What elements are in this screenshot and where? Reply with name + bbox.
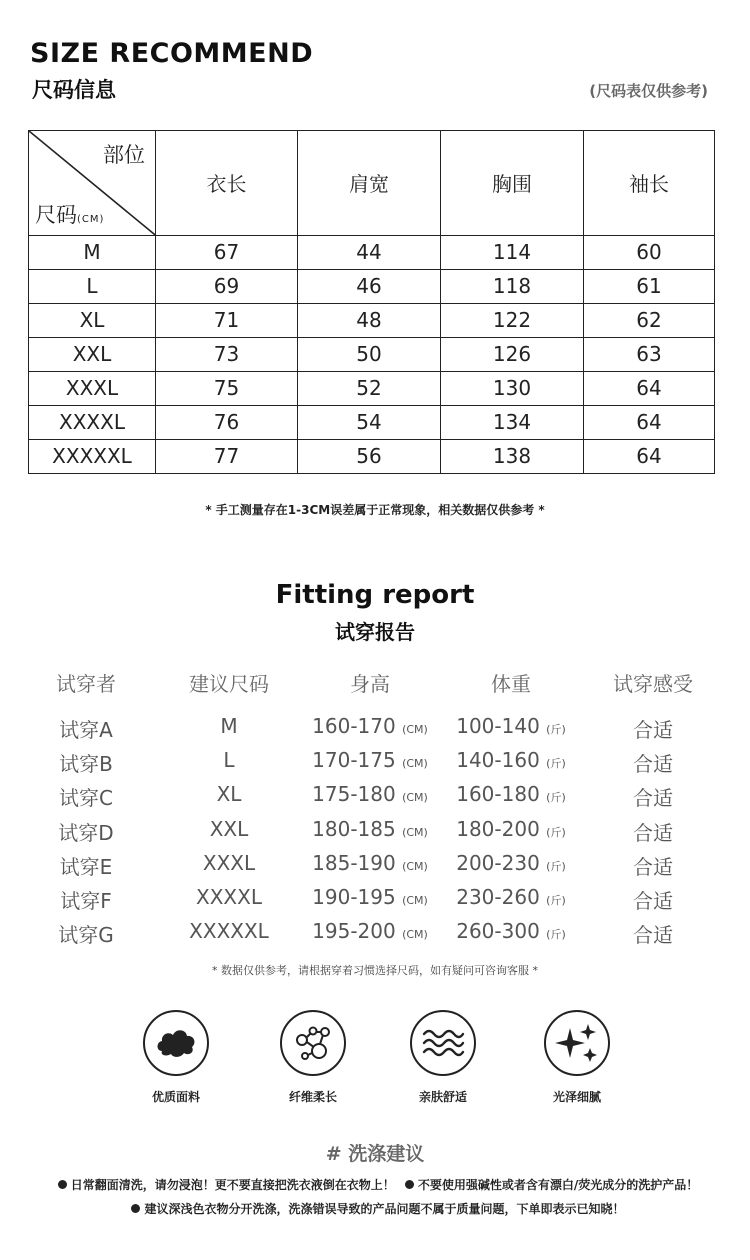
measure-cell: 75 [156,371,298,405]
fitting-header-cell: 试穿者 [56,672,116,696]
measure-cell: 77 [156,439,298,473]
fitting-row [0,782,750,812]
fitting-cell-height: 170-175 (CM) [312,748,428,773]
weight-unit: (斤) [546,791,566,805]
fitting-cell-feel: 合适 [633,718,673,742]
measure-cell: 73 [156,337,298,371]
measure-cell: 130 [441,371,584,405]
height-unit: (CM) [402,928,428,942]
measure-cell: 134 [441,405,584,439]
measure-cell: 48 [298,303,441,337]
fitting-cell-feel: 合适 [633,820,673,845]
weight-unit: (斤) [546,825,566,839]
fiber-molecule-icon [290,1020,336,1066]
feature-label: 优质面料 [151,1090,200,1104]
weight-unit: (斤) [546,859,566,873]
fitting-title-en: Fitting report [275,580,475,610]
washing-line-2 [0,1200,750,1217]
col-header: 衣长 [156,131,298,236]
washing-text: 日常翻面清洗，请勿浸泡！更不要直接把洗衣液倒在衣物上！ [70,1178,395,1192]
fitting-note: * 数据仅供参考，请根据穿着习惯选择尺码，如有疑问可咨询客服 * [212,964,538,977]
feature-comfort [388,1010,498,1105]
fitting-cell-weight: 140-160 (斤) [456,748,566,773]
fitting-cell-tester: 试穿C [59,786,113,811]
fitting-cell-weight: 260-300 (斤) [456,919,566,944]
feature-luster [522,1010,632,1105]
size-table-header-row [29,131,715,236]
fitting-cell-tester: 试穿E [59,854,113,879]
measure-cell: 61 [584,269,715,303]
fitting-header-row [0,668,750,698]
measure-cell: 63 [584,337,715,371]
fitting-cell-height: 180-185 (CM) [312,816,428,841]
size-cell: XL [29,303,156,337]
reference-note: (尺码表仅供参考) [589,82,708,100]
fitting-cell-feel: 合适 [633,889,673,913]
size-cell: XXXXXL [29,439,156,473]
measure-cell: 64 [584,405,715,439]
size-row [29,337,715,371]
size-row [29,405,715,439]
feature-circle [410,1010,476,1076]
corner-part-label: 部位 [103,143,145,167]
fitting-header-cell: 试穿感受 [613,672,693,696]
washing-text: 建议深浅色衣物分开洗涤，洗涤错误导致的产品问题不属于质量问题，下单即表示已知晓！ [144,1202,625,1216]
measure-cell: 118 [441,269,584,303]
washing-line-1 [0,1176,750,1193]
fitting-cell-size: XXXXL [196,885,262,909]
measure-cell: 114 [441,235,584,269]
fitting-cell-tester: 试穿G [58,923,114,948]
measure-cell: 71 [156,303,298,337]
size-cell: XXL [29,337,156,371]
fitting-row [0,919,750,949]
fitting-title-cn: 试穿报告 [335,620,415,644]
measure-cell: 46 [298,269,441,303]
size-table-note: * 手工测量存在1-3CM误差属于正常现象，相关数据仅供参考 * [205,503,545,517]
fitting-cell-tester: 试穿D [58,820,114,845]
fitting-cell-height: 160-170 (CM) [312,714,428,738]
height-unit: (CM) [402,757,428,771]
washing-text: 不要使用强碱性或者含有漂白/荧光成分的洗护产品！ [417,1178,699,1192]
bullet-icon [131,1204,140,1213]
fitting-row [0,851,750,881]
size-table [28,130,715,474]
col-header: 袖长 [584,131,715,236]
cloud-icon [154,1025,198,1061]
feature-label: 纤维柔长 [288,1090,337,1104]
fitting-cell-feel: 合适 [633,854,673,879]
fitting-cell-weight: 160-180 (斤) [456,782,566,807]
fitting-header-cell: 体重 [491,672,531,696]
feature-fabric [121,1010,231,1105]
measure-cell: 64 [584,371,715,405]
measure-cell: 54 [298,405,441,439]
size-cell: XXXL [29,371,156,405]
fitting-row [0,714,750,744]
fitting-cell-tester: 试穿B [59,752,113,777]
size-row [29,371,715,405]
fitting-cell-weight: 180-200 (斤) [456,816,566,841]
washing-title: # 洗涤建议 [325,1143,425,1165]
title-cn: 尺码信息 [32,78,116,102]
feature-label: 光泽细腻 [552,1090,601,1104]
measure-cell: 138 [441,439,584,473]
weight-unit: (斤) [546,757,566,771]
fitting-cell-feel: 合适 [633,923,673,948]
corner-cell [29,131,156,236]
measure-cell: 67 [156,235,298,269]
corner-unit: (CM) [77,213,105,225]
size-cell: XXXXL [29,405,156,439]
size-row [29,303,715,337]
size-row [29,269,715,303]
fitting-header-cell: 建议尺码 [189,672,269,696]
measure-cell: 69 [156,269,298,303]
fitting-cell-size: XXXL [202,850,256,875]
sparkle-icon [554,1020,600,1066]
col-header: 肩宽 [298,131,441,236]
measure-cell: 44 [298,235,441,269]
fitting-cell-height: 185-190 (CM) [312,850,428,875]
size-row [29,439,715,473]
fitting-cell-height: 175-180 (CM) [312,782,428,807]
feature-label: 亲肤舒适 [418,1090,467,1104]
measure-cell: 122 [441,303,584,337]
measure-cell: 126 [441,337,584,371]
weight-unit: (斤) [546,894,566,907]
height-unit: (CM) [402,825,428,839]
measure-cell: 62 [584,303,715,337]
fitting-row [0,817,750,847]
height-unit: (CM) [402,723,428,736]
size-row [29,235,715,269]
bullet-icon [58,1180,67,1189]
weight-unit: (斤) [546,928,566,942]
feature-circle [544,1010,610,1076]
size-cell: M [29,235,156,269]
fitting-cell-weight: 100-140 (斤) [456,714,566,738]
fitting-cell-feel: 合适 [633,752,673,777]
measure-cell: 56 [298,439,441,473]
fitting-cell-size: XXXXXL [189,919,269,944]
fitting-cell-height: 190-195 (CM) [312,885,428,909]
fitting-cell-size: M [220,714,238,738]
corner-size-label: 尺码(CM) [35,202,105,227]
feature-circle [280,1010,346,1076]
measure-cell: 76 [156,405,298,439]
size-table-body [29,235,715,473]
waves-icon [421,1026,465,1060]
weight-unit: (斤) [546,723,566,736]
fitting-cell-weight: 230-260 (斤) [456,885,566,909]
fitting-cell-size: XXL [209,816,249,841]
fitting-cell-size: L [223,748,235,773]
height-unit: (CM) [402,894,428,907]
measure-cell: 64 [584,439,715,473]
fitting-header-cell: 身高 [350,672,390,696]
fitting-cell-height: 195-200 (CM) [312,919,428,944]
size-cell: L [29,269,156,303]
feature-circle [143,1010,209,1076]
measure-cell: 60 [584,235,715,269]
fitting-row [0,885,750,915]
bullet-icon [405,1180,414,1189]
measure-cell: 52 [298,371,441,405]
fitting-cell-tester: 试穿A [59,718,113,742]
height-unit: (CM) [402,859,428,873]
col-header: 胸围 [441,131,584,236]
fitting-cell-tester: 试穿F [60,889,112,913]
fitting-cell-weight: 200-230 (斤) [456,850,566,875]
fitting-cell-feel: 合适 [633,786,673,811]
title-en: SIZE RECOMMEND [30,38,314,69]
fitting-row [0,748,750,778]
fitting-cell-size: XL [216,782,242,807]
height-unit: (CM) [402,791,428,805]
feature-fiber [258,1010,368,1105]
measure-cell: 50 [298,337,441,371]
